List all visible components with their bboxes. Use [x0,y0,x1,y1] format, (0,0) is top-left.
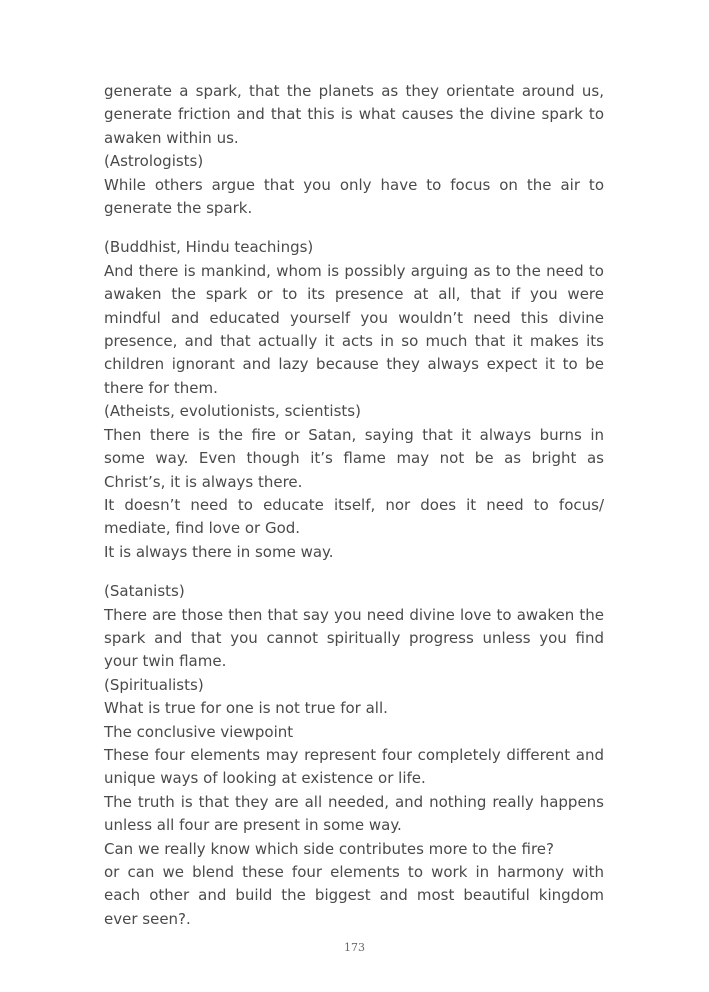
paragraph: The truth is that they are all needed, and nothing really happens unless all four are present in some way. [104,792,604,835]
paragraph: or can we blend these four elements to work in harmony with each other and build the biggest and most beautiful kingdom ever seen?. [104,863,604,928]
paragraph: (Buddhist, Hindu teachings) [104,238,314,257]
paragraph: And there is mankind, whom is possibly arguing as to the need to awaken the spark or to its presence at all, that if you were mindful and educated yourself you wouldn’t need this divine presence, and that actually it acts in so much that it makes its children ignorant and lazy because they always expect it to be there for them. [104,261,604,397]
paragraph: (Astrologists) [104,152,204,171]
paragraph: While others argue that you only have to focus on the air to generate the spark. [104,175,604,218]
page-number: 173 [344,941,365,954]
paragraph: Can we really know which side contributes more to the fire? [104,839,554,858]
paragraph: These four elements may represent four completely different and unique ways of looking at existence or life. [104,745,604,788]
paragraph: What is true for one is not true for all. [104,699,388,718]
paragraph: (Spiritualists) [104,675,204,694]
paragraph: It doesn’t need to educate itself, nor does it need to focus/ mediate, find love or God. [104,495,604,538]
body-text [104,80,604,931]
paragraph: generate a spark, that the planets as they orientate around us, generate friction and that this is what causes the divine spark to awaken within us. [104,82,604,147]
paragraph: (Atheists, evolutionists, scientists) [104,402,361,421]
paragraph: There are those then that say you need divine love to awaken the spark and that you cannot spiritually progress unless you find your twin flame. [104,605,604,671]
paragraph: (Satanists) [104,582,185,601]
paragraph: Then there is the fire or Satan, saying that it always burns in some way. Even though it’s flame may not be as bright as Christ’s, it is always there. [104,425,604,491]
paragraph: It is always there in some way. [104,542,334,561]
section-heading: The conclusive viewpoint [104,722,294,741]
